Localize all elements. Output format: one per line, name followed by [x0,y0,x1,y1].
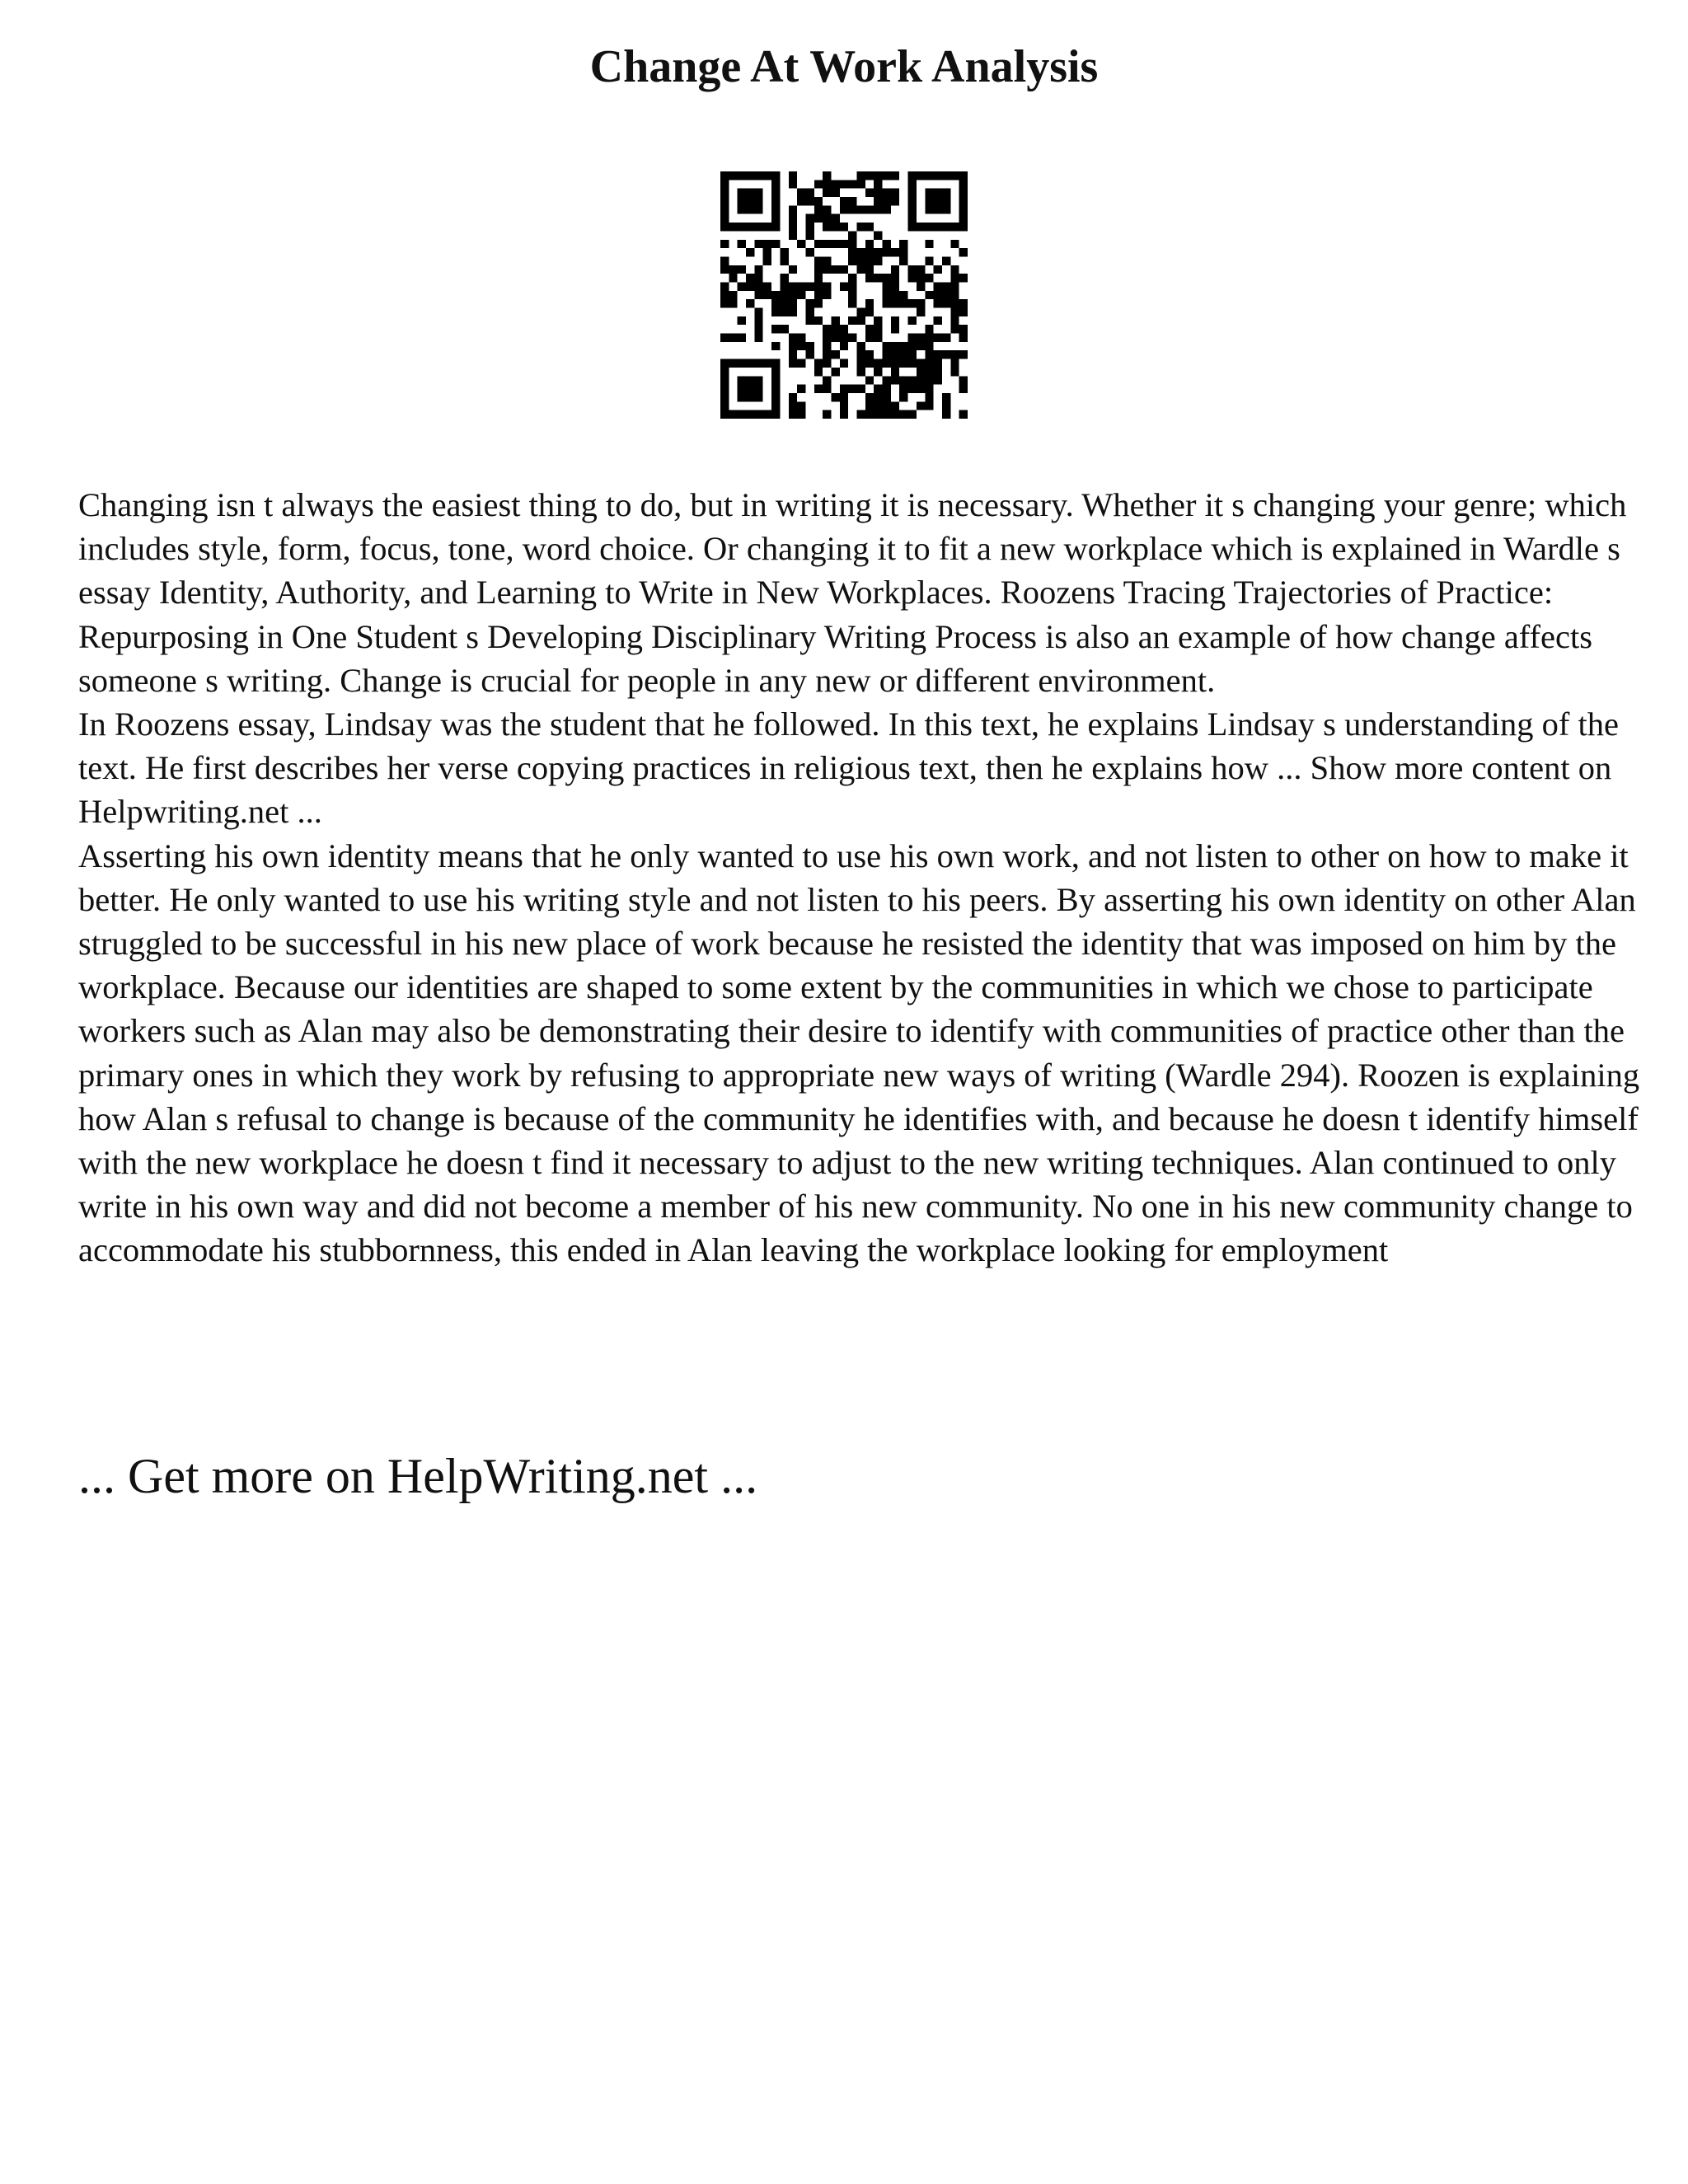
paragraph: In Roozens essay, Lindsay was the student that he followed. In this text, he explains Lindsay s understanding of the text. He first describes her verse copying practices in religious text, then he explains how ... Show more content on Helpwriting.net ... [78,705,1619,831]
qr-code [720,171,968,419]
essay-body [78,483,1644,1272]
paragraph: Changing isn t always the easiest thing to do, but in writing it is necessary. Whether it s changing your genre; which includes style, form, focus, tone, word choice. Or changing it to fit a new workplace which is explained in Wardle s essay Identity, Authority, and Learning to Write in New Workplaces. Roozens Tracing Trajectories of Practice: Repurposing in One Student s Developing Disciplinary Writing Process is also an example of how change affects someone s writing. Change is crucial for people in any new or different environment. [78,486,1627,699]
document-title: Change At Work Analysis [589,41,1099,92]
get-more-link[interactable]: ... Get more on HelpWriting.net ... [78,1449,758,1503]
paragraph: Asserting his own identity means that he only wanted to use his own work, and not listen to other on how to make it better. He only wanted to use his writing style and not listen to his peers. By asserting his own identity on other Alan struggled to be successful in his new place of work because he resisted the identity that was imposed on him by the workplace. Because our identities are shaped to some extent by the communities in which we chose to participate workers such as Alan may also be demonstrating their desire to identify with communities of practice other than the primary ones in which they work by refusing to appropriate new ways of writing (Wardle 294). Roozen is explaining how Alan s refusal to change is because of the community he identifies with, and because he doesn t identify himself with the new workplace he doesn t find it necessary to adjust to the new writing techniques. Alan continued to only write in his own way and did not become a member of his new community. No one in his new community change to accommodate his stubbornness, this ended in Alan leaving the workplace looking for employment [78,837,1640,1269]
